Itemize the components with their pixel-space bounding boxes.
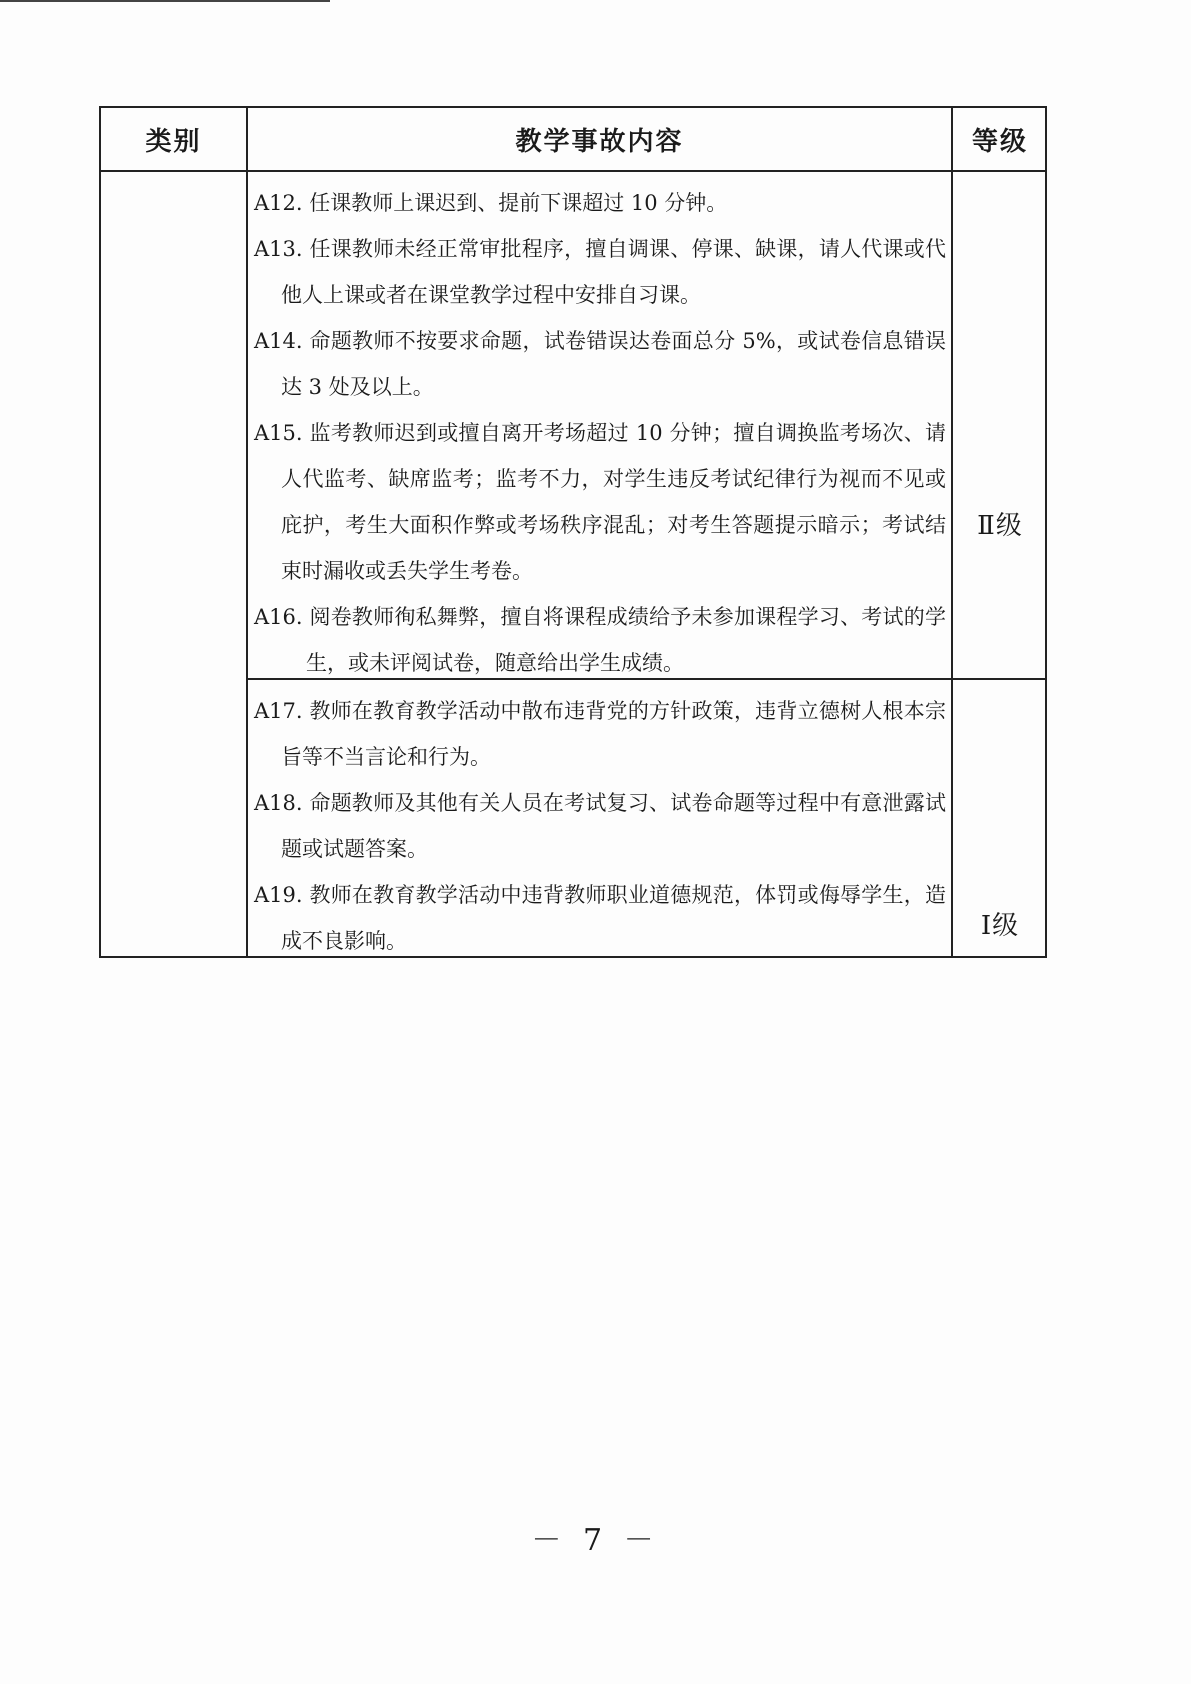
- column-divider: [246, 108, 248, 956]
- accident-item-a18: A18. 命题教师及其他有关人员在考试复习、试卷命题等过程中有意泄露试题或试题答案。: [254, 791, 946, 861]
- accident-item-a14: A14. 命题教师不按要求命题，试卷错误达卷面总分 5%，或试卷信息错误达 3 处及以上。: [254, 329, 946, 399]
- accident-item-a13: A13. 任课教师未经正常审批程序，擅自调课、停课、缺课，请人代课或代他人上课或者在课堂教学过程中安排自习课。: [254, 237, 946, 307]
- scan-edge-mark: [0, 0, 330, 2]
- content-group-level-1: [254, 688, 946, 964]
- content-group-level-2: [254, 180, 946, 686]
- header-category: 类别: [145, 126, 202, 157]
- header-level: 等级: [971, 126, 1028, 157]
- accident-item-a17: A17. 教师在教育教学活动中散布违背党的方针政策，违背立德树人根本宗旨等不当言论和行为。: [254, 699, 946, 769]
- header-divider: [101, 170, 1045, 172]
- accident-item-a16: A16. 阅卷教师徇私舞弊，擅自将课程成绩给予未参加课程学习、考试的学生，或未评阅试卷，随意给出学生成绩。: [254, 605, 946, 675]
- level-cell-1: Ⅰ级: [980, 910, 1020, 941]
- teaching-accident-table: [99, 106, 1047, 958]
- level-cell-2: Ⅱ级: [977, 510, 1023, 541]
- accident-item-a15: A15. 监考教师迟到或擅自离开考场超过 10 分钟；擅自调换监考场次、请人代监考、缺席监考；监考不力，对学生违反考试纪律行为视而不见或庇护，考生大面积作弊或考场秩序混乱；对考生答题提示暗示；考试结束时漏收或丢失学生考卷。: [254, 421, 946, 583]
- page-number: － 7 －: [531, 1523, 660, 1558]
- accident-item-a19: A19. 教师在教育教学活动中违背教师职业道德规范，体罚或侮辱学生，造成不良影响。: [254, 883, 946, 953]
- accident-item-a12: A12. 任课教师上课迟到、提前下课超过 10 分钟。: [254, 191, 728, 215]
- header-content: 教学事故内容: [515, 126, 684, 157]
